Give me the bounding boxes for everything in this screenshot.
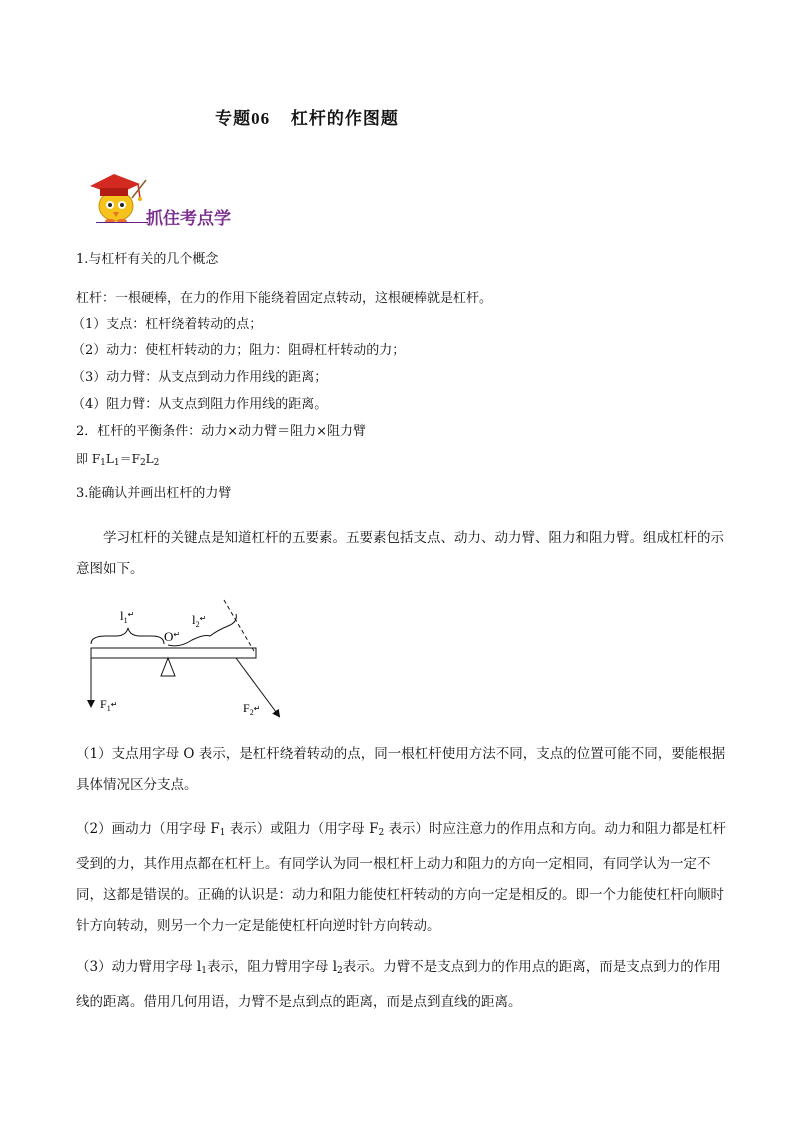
- note-1: （1）支点用字母 O 表示，是杠杆绕着转动的点，同一根杠杆使用方法不同，支点的位置可能不同，要能根据具体情况区分支点。: [76, 746, 726, 793]
- balance-formula: 即 $F_1L_1=F_2L_2$: [76, 452, 160, 468]
- balance-heading: 2．杠杆的平衡条件：动力×动力臂＝阻力×阻力臂: [76, 424, 367, 439]
- title-prefix: 专题: [215, 109, 252, 129]
- fulcrum-triangle: [161, 658, 175, 676]
- note-2: （2）画动力（用字母 $F_1$ 表示）或阻力（用字母 $F_2$ 表示）时应注意力的作用点和方向。动力和阻力都是杠杆受到的力，其作用点都在杠杆上。有同学认为同一根杠杆上动力和阻力的方向一定相同，有同学认为一定不同，这都是错误的。正确的认识是：动力和阻力能使杠杆转动的方向一定是相反的。即一个力能使杠杆向顺时针方向转动，则另一个力一定是能使杠杆向逆时针方向转动。: [76, 821, 726, 934]
- concept-item-4: （4）阻力臂：从支点到阻力作用线的距离。: [72, 397, 328, 412]
- l1-label: $l_1^↵$: [120, 608, 135, 625]
- concept-item-2: （2）动力：使杠杆转动的力；阻力：阻碍杠杆转动的力；: [72, 343, 406, 358]
- l1-brace: [91, 628, 164, 644]
- section-label: 抓住考点学: [146, 209, 231, 229]
- title-text: 杠杆的作图题: [290, 109, 399, 129]
- note-3: （3）动力臂用字母 $l_1$表示，阻力臂用字母 $l_2$表示。力臂不是支点到力的作用点的距离，而是支点到力的作用线的距离。借用几何用语，力臂不是点到点的距离，而是点到直线的距离。: [76, 959, 721, 1010]
- lever-bar: [91, 648, 256, 658]
- fulcrum-label: O↵: [164, 629, 181, 644]
- page-title: [0, 104, 794, 129]
- f2-label: $F_2^↵$: [243, 701, 261, 717]
- concept-item-3: （3）动力臂：从支点到动力作用线的距离；: [72, 370, 328, 385]
- arm-heading: 3.能确认并画出杠杆的力臂: [76, 486, 232, 501]
- title-number: 06: [251, 109, 271, 128]
- arm-intro: 学习杠杆的关键点是知道杠杆的五要素。五要素包括支点、动力、动力臂、阻力和阻力臂。组成杠杆的示意图如下。: [76, 530, 724, 577]
- l2-label: $l_2^↵$: [192, 612, 207, 629]
- lever-definition: 杠杆：一根硬棒，在力的作用下能绕着固定点转动，这根硬棒就是杠杆。: [76, 291, 493, 306]
- lever-diagram: [76, 596, 296, 726]
- f1-label: $F_1^↵$: [100, 697, 118, 713]
- concept-item-1: （1）支点：杠杆绕着转动的点；: [72, 317, 263, 332]
- concepts-heading: 1.与杠杆有关的几个概念: [76, 252, 219, 267]
- section-underline: [96, 222, 148, 223]
